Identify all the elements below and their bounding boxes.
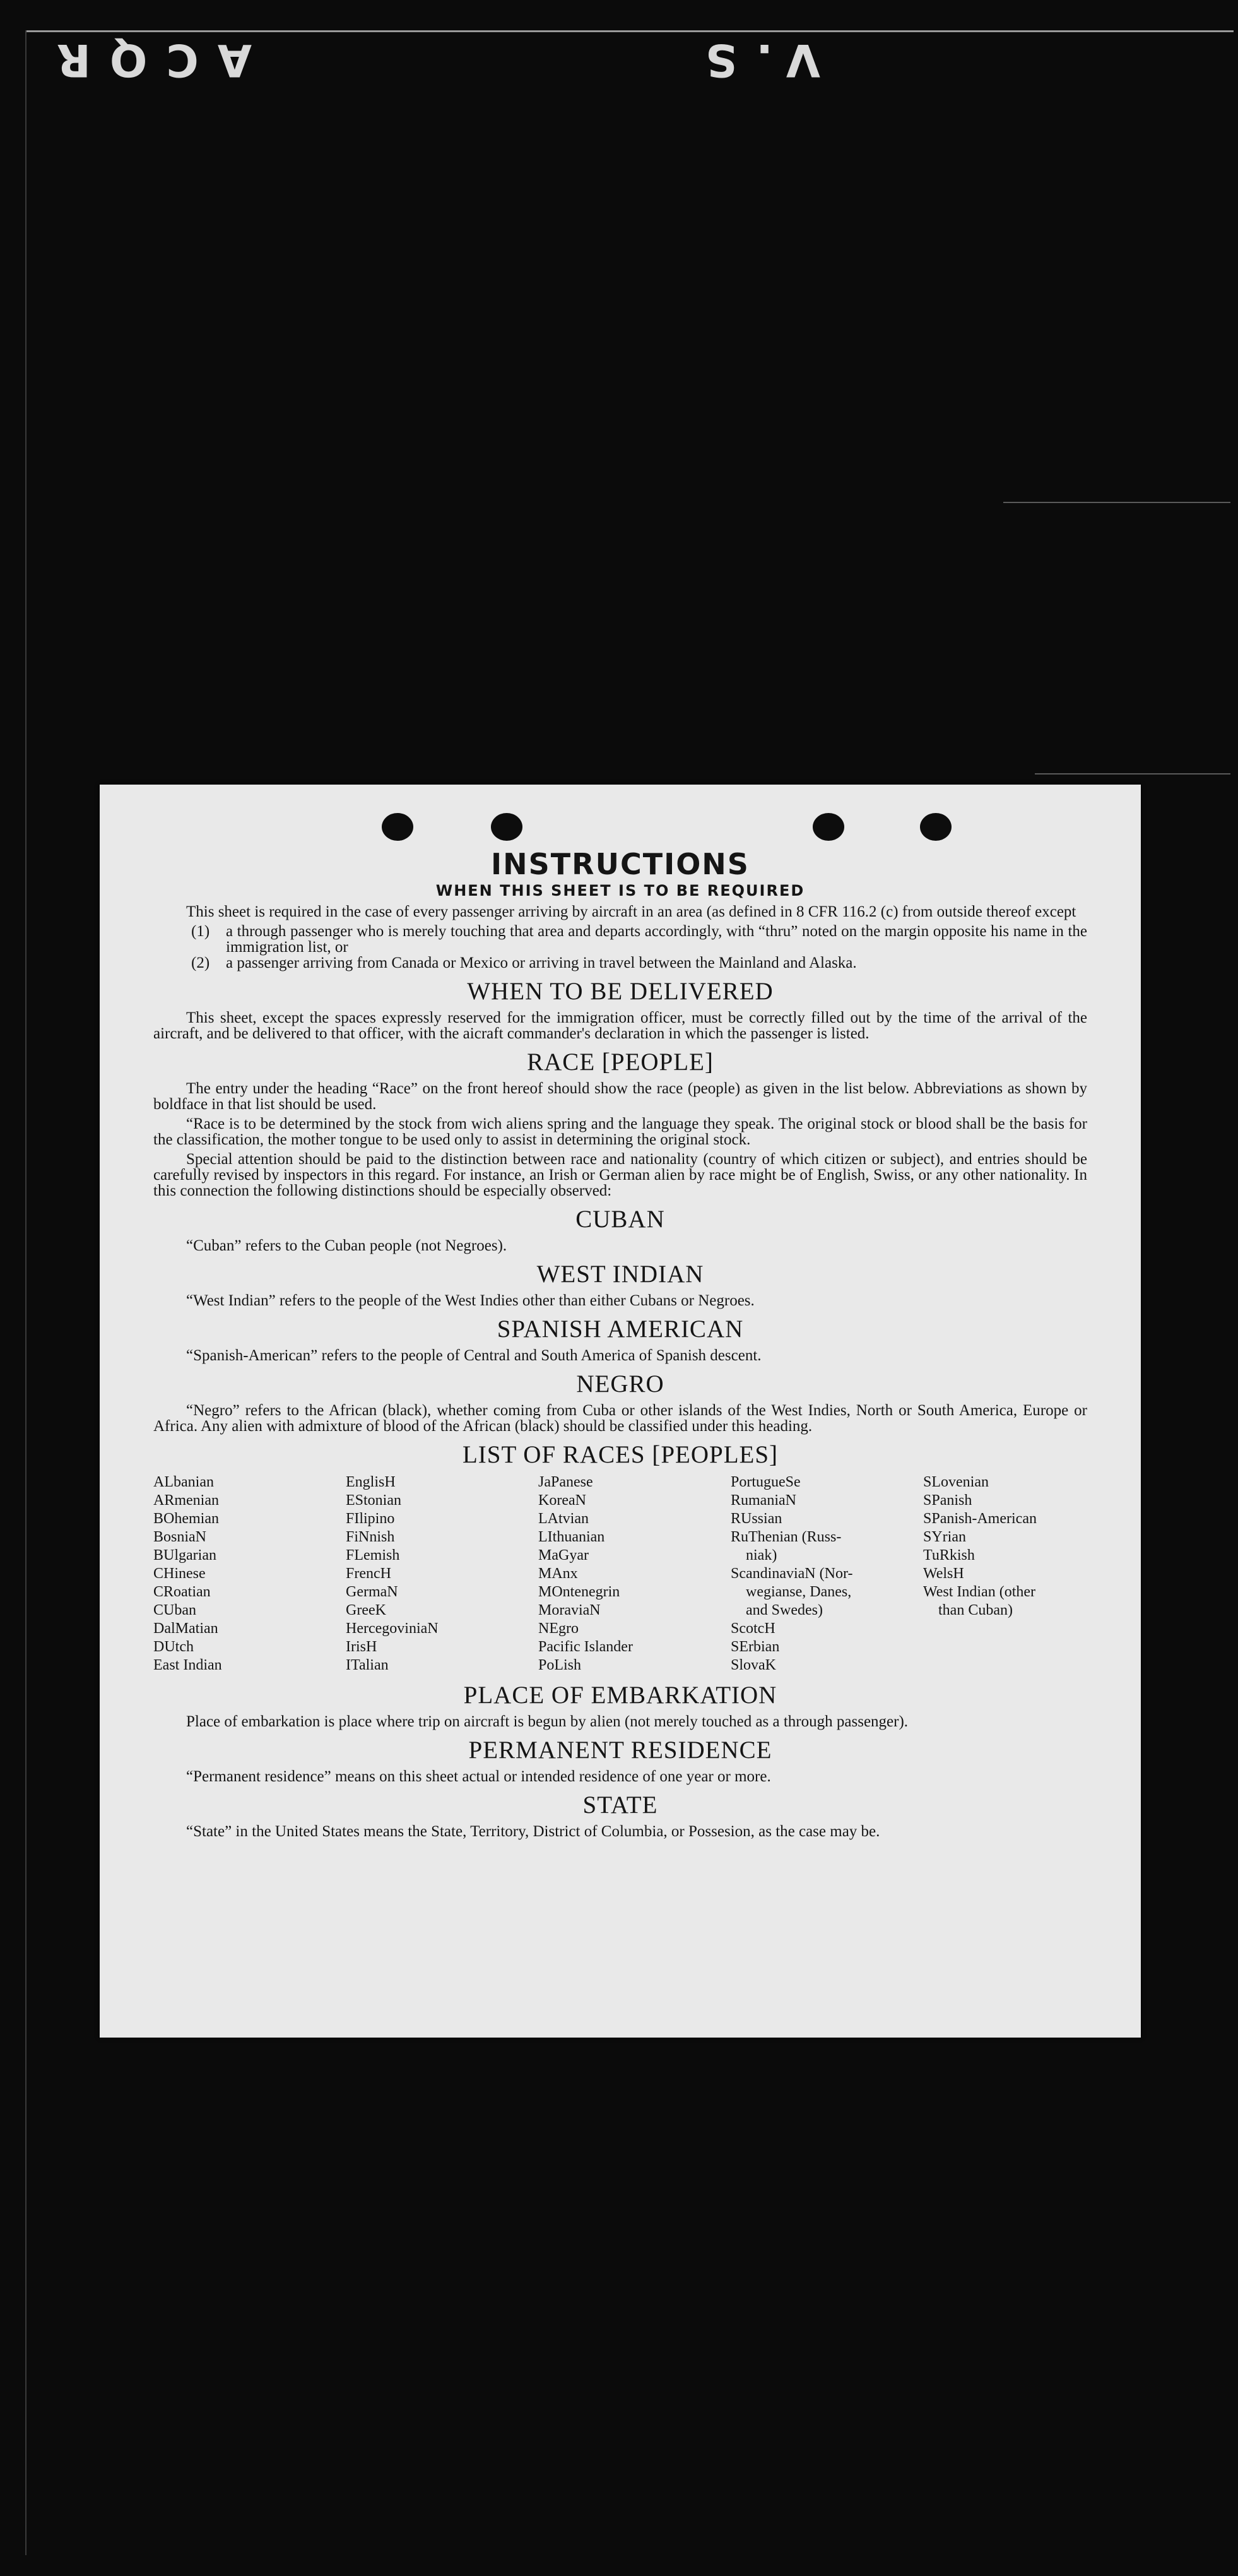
permanent-residence-paragraph: “Permanent residence” means on this sheet actual or intended residence of one year or more. <box>186 1768 771 1785</box>
race-entry: wegianse, Danes, <box>731 1584 852 1600</box>
race-entry: SYrian <box>923 1529 966 1545</box>
race-paragraph-1: The entry under the heading “Race” on the front hereof should show the race (people) as given in the list below. Abbreviations as shown by boldface in that list should be used. <box>153 1080 1087 1113</box>
race-entry: LIthuanian <box>538 1529 605 1545</box>
race-entry: NEgro <box>538 1620 579 1637</box>
race-entry: and Swedes) <box>731 1602 823 1618</box>
race-paragraph-2: “Race is to be determined by the stock from wich aliens spring and the language they speak. The original stock or blood shall be the basis for the classification, the mother tongue to be used only to assist in determining the original stock. <box>153 1115 1087 1148</box>
race-paragraph-3: Special attention should be paid to the distinction between race and nationality (country of which citizen or subject), and entries should be carefully revised by inspectors in this regard. For instance, an Irish or German alien by race might be of English, Swiss, or any other nationality. In this connection the following distinctions should be especially observed: <box>153 1151 1087 1199</box>
race-entry: IrisH <box>346 1639 377 1655</box>
race-entry: ARmenian <box>153 1492 219 1509</box>
film-label-part-2: ACQR <box>38 34 252 86</box>
races-column <box>923 1473 1087 1675</box>
embarkation-heading: PLACE OF EMBARKATION <box>463 1682 777 1709</box>
race-entry: CRoatian <box>153 1584 211 1600</box>
race-entry: SPanish-American <box>923 1511 1037 1527</box>
exception-item <box>191 955 1087 971</box>
film-frame-top-edge <box>25 30 1234 32</box>
west-indian-paragraph: “West Indian” refers to the people of the West Indies other than either Cubans or Negroes. <box>186 1292 755 1309</box>
embarkation-paragraph: Place of embarkation is place where trip on aircraft is begun by alien (not merely touched as a through passenger). <box>186 1713 909 1730</box>
exception-item <box>191 923 1087 955</box>
cuban-paragraph: “Cuban” refers to the Cuban people (not Negroes). <box>186 1237 507 1254</box>
race-entry: PoLish <box>538 1657 582 1673</box>
race-entry: West Indian (other <box>923 1584 1036 1600</box>
exception-text: a through passenger who is merely touching that area and departs accordingly, with “thru” noted on the margin opposite his name in the immigration list, or <box>226 923 1087 956</box>
negro-heading: NEGRO <box>576 1370 664 1398</box>
race-entry: ScotcH <box>731 1620 775 1637</box>
race-entry: FIlipino <box>346 1511 395 1527</box>
punch-hole <box>491 813 522 841</box>
film-scratch <box>1003 502 1230 503</box>
state-heading: STATE <box>582 1791 658 1819</box>
race-entry: than Cuban) <box>923 1602 1013 1618</box>
race-entry: CHinese <box>153 1565 206 1582</box>
race-heading: RACE [PEOPLE] <box>527 1048 714 1076</box>
race-entry: ITalian <box>346 1657 389 1673</box>
exception-text: a passenger arriving from Canada or Mexico or arriving in travel between the Mainland and Alaska. <box>226 954 857 971</box>
race-entry: MoraviaN <box>538 1602 601 1618</box>
race-entry: TuRkish <box>923 1547 975 1564</box>
race-entry: MaGyar <box>538 1547 589 1564</box>
race-entry: FiNnish <box>346 1529 395 1545</box>
races-column <box>346 1473 538 1675</box>
state-paragraph: “State” in the United States means the State, Territory, District of Columbia, or Possesion, as the case may be. <box>186 1823 880 1840</box>
races-column <box>153 1473 346 1675</box>
film-frame-left-edge <box>25 30 27 2555</box>
race-entry: RUssian <box>731 1511 782 1527</box>
race-entry: DalMatian <box>153 1620 218 1637</box>
race-entry: SlovaK <box>731 1657 776 1673</box>
when-delivered-heading: WHEN TO BE DELIVERED <box>467 978 774 1005</box>
negro-paragraph: “Negro” refers to the African (black), whether coming from Cuba or other islands of the West Indies, North or South America, Europe or Africa. Any alien with admixture of blood of the African (black) should be classified under this heading. <box>153 1402 1087 1435</box>
race-entry: RuThenian (Russ- <box>731 1529 842 1545</box>
cuban-heading: CUBAN <box>575 1206 665 1233</box>
race-entry: BOhemian <box>153 1511 219 1527</box>
race-entry: ALbanian <box>153 1474 214 1490</box>
race-entry: MOntenegrin <box>538 1584 620 1600</box>
races-list <box>153 1473 1087 1675</box>
race-entry: MAnx <box>538 1565 578 1582</box>
exception-number: (2) <box>191 954 210 971</box>
race-entry: GreeK <box>346 1602 386 1618</box>
race-entry: niak) <box>731 1547 777 1564</box>
race-entry: FrencH <box>346 1565 391 1582</box>
race-entry: PortugueSe <box>731 1474 801 1490</box>
race-entry: East Indian <box>153 1657 222 1673</box>
races-column <box>538 1473 731 1675</box>
instructions-content <box>153 848 1087 1843</box>
race-entry: CUban <box>153 1602 196 1618</box>
race-entry: EStonian <box>346 1492 401 1509</box>
punch-hole <box>382 813 413 841</box>
race-entry: BosniaN <box>153 1529 206 1545</box>
race-entry: SPanish <box>923 1492 972 1509</box>
punch-hole <box>813 813 844 841</box>
race-entry: EnglisH <box>346 1474 396 1490</box>
race-entry: Pacific Islander <box>538 1639 633 1655</box>
race-entry: BUlgarian <box>153 1547 216 1564</box>
intro-paragraph: This sheet is required in the case of every passenger arriving by aircraft in an area (as defined in 8 CFR 116.2 (c) from outside thereof except <box>186 903 1076 920</box>
race-entry: FLemish <box>346 1547 400 1564</box>
race-entry: SLovenian <box>923 1474 989 1490</box>
race-entry: JaPanese <box>538 1474 593 1490</box>
west-indian-heading: WEST INDIAN <box>536 1261 704 1288</box>
permanent-residence-heading: PERMANENT RESIDENCE <box>468 1736 772 1764</box>
race-entry: WelsH <box>923 1565 964 1582</box>
page-title: INSTRUCTIONS <box>491 847 750 881</box>
race-entry: KoreaN <box>538 1492 586 1509</box>
instruction-sheet <box>100 785 1141 2038</box>
film-reel-label <box>38 35 820 85</box>
punch-hole <box>920 813 952 841</box>
races-column <box>731 1473 923 1675</box>
spanish-american-heading: SPANISH AMERICAN <box>497 1315 744 1343</box>
race-entry: ScandinaviaN (Nor- <box>731 1565 853 1582</box>
list-of-races-heading: LIST OF RACES [PEOPLES] <box>462 1441 779 1468</box>
film-scratch <box>1035 773 1230 775</box>
exception-number: (1) <box>191 923 210 940</box>
spanish-american-paragraph: “Spanish-American” refers to the people of Central and South America of Spanish descent. <box>186 1347 762 1364</box>
race-entry: GermaN <box>346 1584 398 1600</box>
race-entry: RumaniaN <box>731 1492 796 1509</box>
page-subtitle: WHEN THIS SHEET IS TO BE REQUIRED <box>435 882 805 899</box>
race-entry: DUtch <box>153 1639 194 1655</box>
race-entry: HercegoviniaN <box>346 1620 439 1637</box>
race-entry: LAtvian <box>538 1511 589 1527</box>
when-delivered-paragraph: This sheet, except the spaces expressly reserved for the immigration officer, must be correctly filled out by the time of the arrival of the aircraft, and be delivered to that officer, with the aicraft commander's declaration in which the passenger is listed. <box>153 1009 1087 1042</box>
film-label-part-1: V.S <box>686 34 820 86</box>
race-entry: SErbian <box>731 1639 780 1655</box>
